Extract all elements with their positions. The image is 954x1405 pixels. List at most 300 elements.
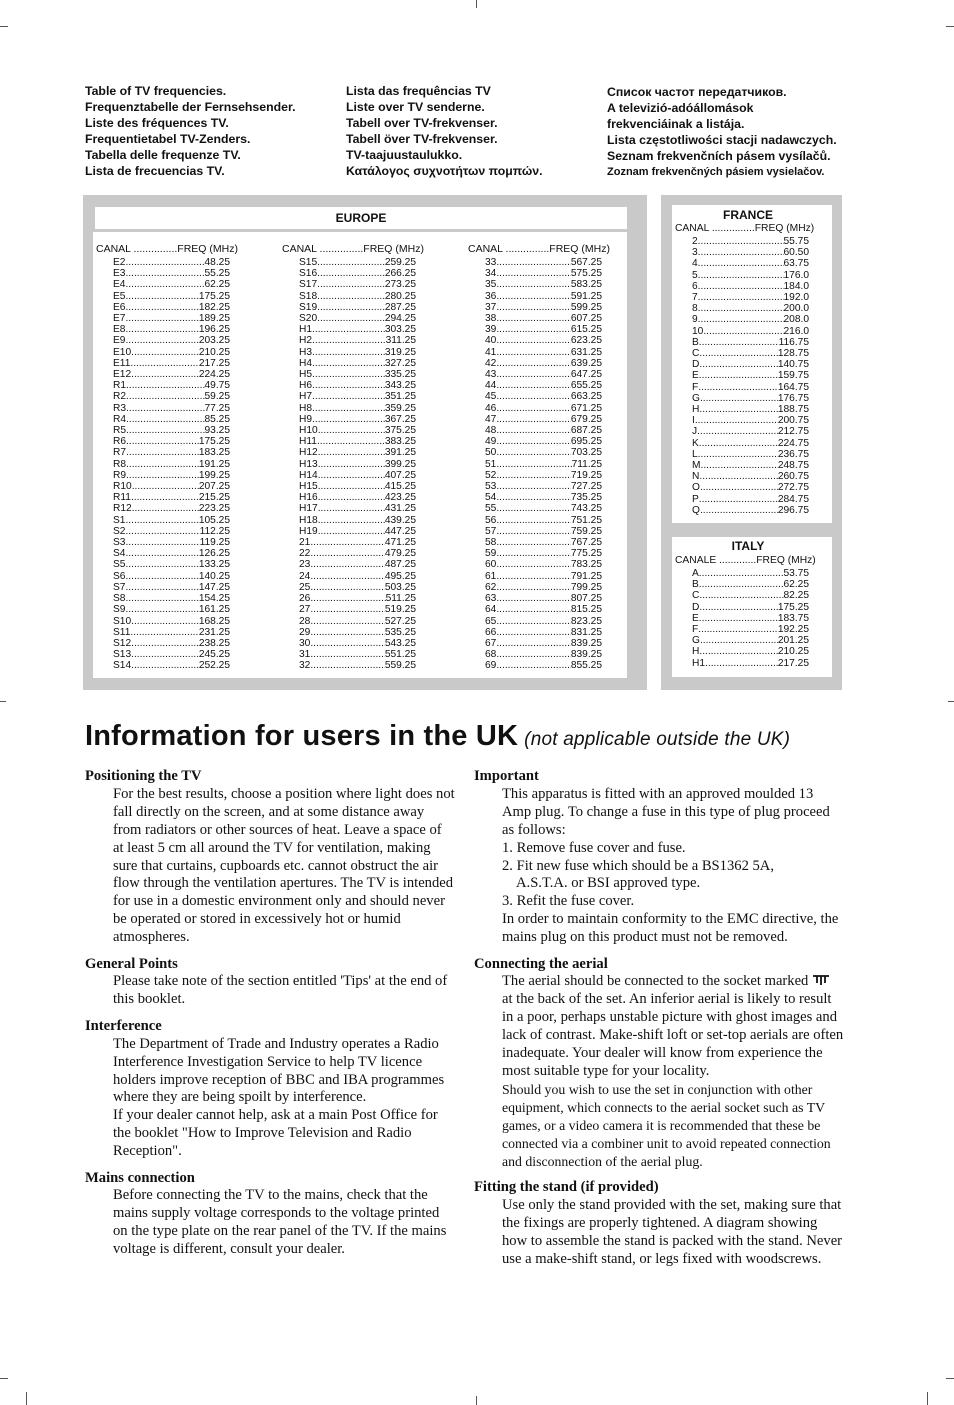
table-row <box>299 660 416 671</box>
leader-dots <box>318 526 385 537</box>
table-row <box>485 257 602 268</box>
leader-dots <box>310 604 384 615</box>
table-row <box>692 236 809 247</box>
leader-dots <box>312 369 385 380</box>
channel: H14 <box>299 469 318 481</box>
list-item: 1. Remove fuse cover and fuse. <box>502 839 686 856</box>
table-row <box>299 526 416 537</box>
channel: 10 <box>692 325 704 337</box>
leader-dots <box>698 247 784 258</box>
table-row <box>299 548 416 559</box>
table-row <box>485 447 602 458</box>
crop-mark <box>476 0 477 8</box>
frequency: 210.25 <box>198 346 230 358</box>
table-row <box>113 660 230 671</box>
table-row <box>485 548 602 559</box>
frequency: 287.25 <box>384 301 416 313</box>
frequency: 192.25 <box>777 624 809 636</box>
leader-dots <box>699 568 784 579</box>
frequency: 319.25 <box>384 346 416 358</box>
leader-dots <box>496 582 570 593</box>
channel: A <box>692 568 699 579</box>
channel: 37 <box>485 301 497 313</box>
frequency: 223.25 <box>198 503 230 515</box>
section-title: Mains connection <box>85 1169 195 1186</box>
table-row <box>299 302 416 313</box>
table-row <box>299 414 416 425</box>
frequency: 719.25 <box>570 469 602 481</box>
section-stand <box>474 1179 844 1269</box>
leader-dots <box>496 335 570 346</box>
table-row <box>113 503 230 514</box>
leader-dots <box>312 335 386 346</box>
title-line: Frequentietabel TV-Zenders. <box>85 132 251 146</box>
frequency: 631.25 <box>570 346 602 358</box>
table-row <box>113 302 230 313</box>
channel: H18 <box>299 514 318 526</box>
frequency: 176.0 <box>783 269 809 281</box>
leader-dots <box>496 604 570 615</box>
leader-dots <box>318 447 385 458</box>
table-row <box>113 537 230 548</box>
table-row <box>113 324 230 335</box>
leader-dots <box>700 635 778 646</box>
leader-dots <box>125 571 198 582</box>
channel: 49 <box>485 436 497 448</box>
channel: 48 <box>485 425 497 437</box>
leader-dots <box>496 593 570 604</box>
table-row <box>299 425 416 436</box>
table-row <box>113 649 230 660</box>
list-item: 2. Fit new fuse which should be a BS1362 5A, <box>502 857 774 874</box>
channel: 53 <box>485 481 497 493</box>
frequency: 367.25 <box>384 413 416 425</box>
leader-dots <box>126 470 199 481</box>
frequency: 126.25 <box>198 548 230 560</box>
frequency: 351.25 <box>384 391 416 403</box>
table-row <box>485 470 602 481</box>
table-row <box>692 348 809 359</box>
frequency: 599.25 <box>570 301 602 313</box>
channel: 6 <box>692 280 698 292</box>
leader-dots <box>496 515 570 526</box>
frequency: 183.25 <box>198 447 230 459</box>
leader-dots <box>310 571 384 582</box>
frequency: 212.75 <box>777 426 809 438</box>
frequency: 266.25 <box>384 268 416 280</box>
leader-dots <box>125 268 204 279</box>
channel: F <box>692 381 699 393</box>
frequency: 140.75 <box>777 359 809 371</box>
frequency: 671.25 <box>570 402 602 414</box>
uk-heading-main: Information for users in the UK <box>85 720 519 752</box>
leader-dots <box>317 436 385 447</box>
leader-dots <box>496 660 570 671</box>
leader-dots <box>699 494 778 505</box>
leader-dots <box>318 425 385 436</box>
table-row <box>113 571 230 582</box>
frequency: 575.25 <box>570 268 602 280</box>
leader-dots <box>125 604 198 615</box>
title-line: Lista das frequências TV <box>346 84 491 98</box>
leader-dots <box>496 302 570 313</box>
leader-dots <box>317 257 385 268</box>
channel: H1 <box>299 324 313 336</box>
channel: 57 <box>485 525 497 537</box>
frequency: 119.25 <box>199 537 230 549</box>
aerial-text-b: at the back of the set. An inferior aerial is likely to result in a poor, perhaps unstable picture with ghost images and lack of contrast. Make-shift loft or set-top aerials are often inadequate. Your dealer will know from experience the most suitable type for your locality. <box>502 991 844 1079</box>
title-line: Tabell over TV-frekvenser. <box>346 116 498 130</box>
channel: R3 <box>113 402 127 414</box>
channel: H13 <box>299 458 318 470</box>
frequency: 161.25 <box>198 604 230 616</box>
channel: 61 <box>485 570 497 582</box>
section-title: Interference <box>85 1017 162 1034</box>
frequency: 687.25 <box>570 425 602 437</box>
table-row <box>485 358 602 369</box>
leader-dots <box>130 627 198 638</box>
table-row <box>692 393 809 404</box>
leader-dots <box>695 415 778 426</box>
section-title: Connecting the aerial <box>474 955 608 972</box>
table-row <box>113 638 230 649</box>
channel: 5 <box>692 269 698 281</box>
leader-dots <box>699 337 779 348</box>
channel: 54 <box>485 492 497 504</box>
frequency: 85.25 <box>204 413 230 425</box>
frequency: 260.75 <box>777 471 809 483</box>
channel: E3 <box>113 268 126 280</box>
table-row <box>113 403 230 414</box>
leader-dots <box>317 313 385 324</box>
leader-dots <box>699 404 777 415</box>
channel: 66 <box>485 626 497 638</box>
leader-dots <box>125 548 198 559</box>
frequency: 147.25 <box>198 581 230 593</box>
channel: 64 <box>485 604 497 616</box>
leader-dots <box>310 593 385 604</box>
leader-dots <box>698 270 784 281</box>
table-row <box>299 347 416 358</box>
leader-dots <box>310 548 384 559</box>
table-row <box>692 635 809 646</box>
leader-dots <box>131 347 199 358</box>
frequency: 200.75 <box>777 415 809 427</box>
table-row <box>485 582 602 593</box>
crop-mark <box>26 1392 27 1405</box>
leader-dots <box>496 559 570 570</box>
channel: R6 <box>113 436 127 448</box>
channel: S2 <box>113 525 126 537</box>
leader-dots <box>126 380 204 391</box>
frequency: 184.0 <box>783 280 809 292</box>
frequency: 375.25 <box>384 425 416 437</box>
table-row <box>692 426 809 437</box>
table-row <box>299 571 416 582</box>
frequency: 128.75 <box>777 348 809 360</box>
frequency: 655.25 <box>570 380 602 392</box>
table-row <box>485 335 602 346</box>
table-row <box>485 459 602 470</box>
channel: S4 <box>113 548 126 560</box>
table-row <box>692 326 809 337</box>
table-row <box>485 324 602 335</box>
leader-dots <box>698 624 778 635</box>
crop-mark <box>0 1378 8 1379</box>
channel: 69 <box>485 660 497 672</box>
frequency: 175.25 <box>777 601 809 613</box>
leader-dots <box>312 380 385 391</box>
frequency: 839.25 <box>570 637 602 649</box>
channel: O <box>692 482 700 494</box>
leader-dots <box>310 616 384 627</box>
frequency: 77.25 <box>204 402 230 414</box>
table-row <box>299 559 416 570</box>
leader-dots <box>496 358 570 369</box>
channel: 42 <box>485 357 497 369</box>
uk-left-column <box>85 768 455 1268</box>
leader-dots <box>312 347 385 358</box>
channel: E9 <box>113 335 126 347</box>
frequency: 855.25 <box>570 660 602 672</box>
leader-dots <box>699 579 784 590</box>
channel: 63 <box>485 593 497 605</box>
leader-dots <box>312 358 385 369</box>
title-line: Liste over TV senderne. <box>346 100 485 114</box>
frequency: 55.75 <box>783 236 809 247</box>
channel: 36 <box>485 290 497 302</box>
leader-dots <box>312 391 385 402</box>
channel: R1 <box>113 380 127 392</box>
channel: 58 <box>485 537 497 549</box>
frequency: 236.75 <box>777 448 809 460</box>
leader-dots <box>317 268 385 279</box>
channel: 43 <box>485 369 497 381</box>
leader-dots <box>496 414 570 425</box>
frequency: 359.25 <box>384 402 416 414</box>
channel: 2 <box>692 236 698 247</box>
frequency: 62.25 <box>783 579 809 591</box>
italy-title: ITALY <box>672 538 824 554</box>
frequency: 527.25 <box>384 615 416 627</box>
section-title: Fitting the stand (if provided) <box>474 1178 659 1195</box>
channel: S11 <box>113 626 131 638</box>
leader-dots <box>310 582 384 593</box>
table-row <box>485 436 602 447</box>
frequency: 695.25 <box>570 436 602 448</box>
leader-dots <box>698 281 784 292</box>
table-row <box>299 380 416 391</box>
channel: H <box>692 646 700 658</box>
frequency: 217.25 <box>198 357 230 369</box>
table-row <box>113 414 230 425</box>
channel: 47 <box>485 413 497 425</box>
leader-dots <box>125 324 198 335</box>
table-row <box>485 414 602 425</box>
channel: 26 <box>299 593 311 605</box>
frequency: 551.25 <box>384 649 416 661</box>
channel: S5 <box>113 559 126 571</box>
channel: 46 <box>485 402 497 414</box>
channel: H9 <box>299 413 313 425</box>
frequency: 49.75 <box>204 380 230 392</box>
channel: S7 <box>113 581 126 593</box>
table-row <box>113 548 230 559</box>
section-general-points <box>85 956 455 1010</box>
table-row <box>299 324 416 335</box>
table-row <box>113 616 230 627</box>
channel: 35 <box>485 279 497 291</box>
frequency: 807.25 <box>570 593 602 605</box>
frequency: 215.25 <box>198 492 230 504</box>
leader-dots <box>318 503 385 514</box>
frequency: 189.25 <box>198 313 230 325</box>
table-row <box>299 369 416 380</box>
table-row <box>113 335 230 346</box>
channel: I <box>692 415 695 427</box>
channel: 33 <box>485 257 497 268</box>
leader-dots <box>496 268 570 279</box>
channel: E10 <box>113 346 132 358</box>
europe-column-1 <box>113 257 230 672</box>
table-row <box>485 369 602 380</box>
leader-dots <box>125 515 198 526</box>
europe-column-3 <box>485 257 602 672</box>
table-row <box>485 279 602 290</box>
channel: S10 <box>113 615 132 627</box>
frequency: 191.25 <box>198 458 230 470</box>
leader-dots <box>125 302 198 313</box>
frequency: 487.25 <box>384 559 416 571</box>
frequency: 296.75 <box>777 504 809 516</box>
frequency: 116.75 <box>778 336 809 348</box>
section-text <box>502 973 844 1080</box>
channel: J <box>692 426 698 438</box>
leader-dots <box>125 526 199 537</box>
frequency: 63.75 <box>783 258 809 270</box>
leader-dots <box>698 449 778 460</box>
frequency: 82.25 <box>783 590 809 602</box>
leader-dots <box>698 303 784 314</box>
section-text: Should you wish to use the set in conjunction with other equipment, which connects to the aerial socket such as TV games, or a video camera it is recommended that these be connected via a combiner unit to avoid repeated connection and disconnection of the aerial plug. <box>502 1081 831 1169</box>
channel: S13 <box>113 649 132 661</box>
frequency: 751.25 <box>570 514 602 526</box>
frequency: 133.25 <box>198 559 230 571</box>
crop-mark <box>0 701 6 702</box>
uk-right-column <box>474 768 844 1277</box>
frequency: 159.75 <box>777 370 809 382</box>
frequency: 607.25 <box>570 313 602 325</box>
frequency: 799.25 <box>570 581 602 593</box>
table-row <box>692 613 809 624</box>
leader-dots <box>701 460 778 471</box>
table-row <box>485 492 602 503</box>
frequency: 53.75 <box>783 568 809 579</box>
frequency: 62.25 <box>204 279 230 291</box>
channel: H19 <box>299 525 318 537</box>
frequency: 535.25 <box>384 626 416 638</box>
leader-dots <box>496 459 571 470</box>
title-line: Frequenztabelle der Fernsehsender. <box>85 100 296 114</box>
channel: 28 <box>299 615 311 627</box>
aerial-socket-icon <box>812 974 830 986</box>
table-row <box>113 447 230 458</box>
table-row <box>299 459 416 470</box>
channel: 68 <box>485 649 497 661</box>
france-column <box>692 236 809 516</box>
leader-dots <box>312 403 385 414</box>
table-row <box>485 660 602 671</box>
frequency: 207.25 <box>198 481 230 493</box>
channel: 60 <box>485 559 497 571</box>
leader-dots <box>496 369 570 380</box>
frequency: 415.25 <box>384 481 416 493</box>
table-row <box>299 604 416 615</box>
table-row <box>692 658 809 669</box>
frequency: 201.25 <box>777 635 809 647</box>
frequency: 311.25 <box>385 335 416 347</box>
leader-dots <box>131 492 199 503</box>
channel: R2 <box>113 391 127 403</box>
frequency: 196.25 <box>198 324 230 336</box>
table-row <box>299 391 416 402</box>
channel: 45 <box>485 391 497 403</box>
leader-dots <box>699 370 778 381</box>
crop-mark <box>927 1392 928 1405</box>
channel: 27 <box>299 604 311 616</box>
leader-dots <box>699 438 778 449</box>
channel: E8 <box>113 324 126 336</box>
leader-dots <box>496 616 570 627</box>
leader-dots <box>125 593 198 604</box>
channel: 34 <box>485 268 497 280</box>
list-item: 3. Refit the fuse cover. <box>502 893 635 910</box>
uk-subheading: (not applicable outside the UK) <box>524 729 791 750</box>
titles-col-1 <box>85 83 295 179</box>
leader-dots <box>126 459 199 470</box>
frequency: 192.0 <box>783 292 809 304</box>
leader-dots <box>126 403 204 414</box>
frequency: 168.25 <box>198 615 230 627</box>
table-row <box>485 638 602 649</box>
section-aerial <box>474 956 844 1171</box>
channel: 7 <box>692 292 698 304</box>
table-row <box>113 291 230 302</box>
channel: H6 <box>299 380 313 392</box>
channel: 29 <box>299 626 311 638</box>
channel: D <box>692 359 700 371</box>
title-line: Zoznam frekvenčných pásiem vysielačov. <box>607 166 825 178</box>
table-row <box>113 313 230 324</box>
channel: H12 <box>299 447 318 459</box>
frequency: 791.25 <box>570 570 602 582</box>
channel: S17 <box>299 279 318 291</box>
section-interference <box>85 1018 455 1161</box>
table-row <box>692 359 809 370</box>
frequency: 60.50 <box>783 247 809 259</box>
channel: H5 <box>299 369 313 381</box>
leader-dots <box>700 505 778 516</box>
section-text: Use only the stand provided with the set, making sure that the fixings are properly tightened. A diagram showing how to assemble the stand is packed with the stand. Never use a make-shift stand, or legs fixed with woodscrews. <box>502 1196 843 1267</box>
frequency: 743.25 <box>570 503 602 515</box>
leader-dots <box>125 291 198 302</box>
frequency: 439.25 <box>384 514 416 526</box>
channel: S19 <box>299 301 318 313</box>
frequency: 231.25 <box>198 626 230 638</box>
frequency: 294.25 <box>384 313 416 325</box>
table-row <box>113 358 230 369</box>
leader-dots <box>496 649 570 660</box>
